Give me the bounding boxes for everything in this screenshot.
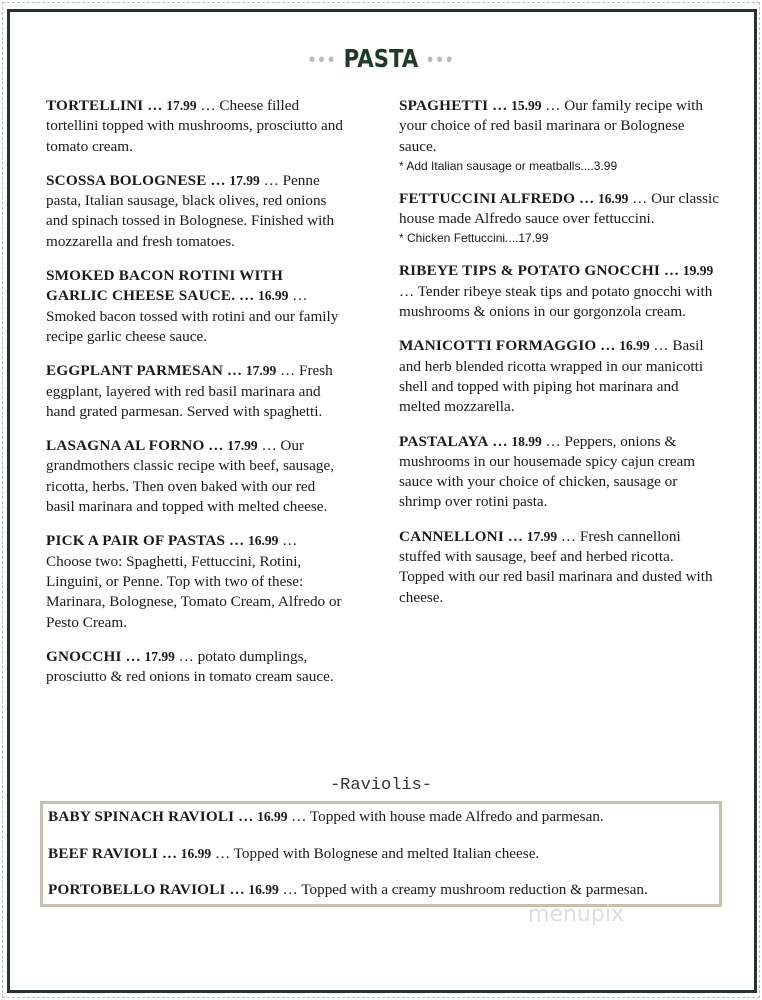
item-desc: potato dumplings, prosciutto & red onions in tomato cream sauce. bbox=[46, 647, 334, 686]
item-desc: Smoked bacon tossed with rotini and our family recipe garlic cheese sauce. bbox=[46, 307, 339, 345]
item-note: * Chicken Fettuccini....17.99 bbox=[399, 231, 549, 246]
menu-item: EGGPLANT PARMESAN … 17.99 … Fresh eggplant, layered with red basil marinara and hand grated parmesan. Served with spaghetti. bbox=[46, 362, 333, 420]
item-desc: Tender ribeye steak tips and potato gnocchi with mushrooms & onions in our gorgonzola cream. bbox=[399, 282, 713, 321]
item-price: 16.99 bbox=[619, 338, 650, 354]
item-name: PICK A PAIR OF PASTAS bbox=[46, 532, 226, 550]
menu-item: GNOCCHI … 17.99 … potato dumplings, prosciutto & red onions in tomato cream sauce. bbox=[46, 647, 334, 686]
raviolis-title: -Raviolis- bbox=[329, 776, 433, 795]
item-desc: Fresh cannelloni stuffed with sausage, beef and herbed ricotta. Topped with our red basil marinara and dusted with cheese. bbox=[399, 527, 713, 606]
item-desc: Cheese filled tortellini topped with mushrooms, prosciutto and tomato cream. bbox=[46, 97, 343, 155]
item-name: SCOSSA BOLOGNESE bbox=[46, 171, 207, 189]
item-name: BEEF RAVIOLI bbox=[48, 845, 159, 862]
menu-item: SPAGHETTI … 15.99 … Our family recipe with your choice of red basil marinara or Bolognese sauce. * Add Italian sausage or meatballs....3.99 bbox=[399, 96, 721, 175]
item-price: 17.99 bbox=[245, 363, 277, 379]
watermark: menupix bbox=[528, 902, 624, 927]
item-name: PORTOBELLO RAVIOLI bbox=[48, 881, 226, 898]
menu-item: MANICOTTI FORMAGGIO … 16.99 … Basil and herb blended ricotta wrapped in our manicotti shell and topped with piping hot marinara and melted mozzarella. bbox=[399, 337, 704, 416]
item-desc: Peppers, onions & mushrooms in our housemade spicy cajun cream sauce with your choice of chicken, sausage or shrimp over rotini pasta. bbox=[399, 432, 696, 511]
menu-item: RIBEYE TIPS & POTATO GNOCCHI … 19.99 … Tender ribeye steak tips and potato gnocchi with mushrooms & onions in our gorgonzola cream. bbox=[399, 262, 714, 321]
ravioli-item: BEEF RAVIOLI … 16.99 … Topped with Bolognese and melted Italian cheese. bbox=[48, 845, 540, 862]
item-price: 19.99 bbox=[682, 263, 714, 279]
item-name: SMOKED BACON ROTINI WITH GARLIC CHEESE SAUCE. bbox=[46, 267, 284, 305]
ravioli-item: BABY SPINACH RAVIOLI … 16.99 … Topped with house made Alfredo and parmesan. bbox=[48, 808, 604, 825]
item-name: PASTALAYA bbox=[399, 432, 489, 450]
item-name: RIBEYE TIPS & POTATO GNOCCHI bbox=[399, 262, 661, 280]
item-name: TORTELLINI bbox=[46, 97, 144, 114]
menu-item: LASAGNA AL FORNO … 17.99 … Our grandmothers classic recipe with beef, sausage, ricotta, herbs. Then oven baked with our red basil marinara and topped with melted cheese. bbox=[46, 437, 335, 516]
item-name: BABY SPINACH RAVIOLI bbox=[48, 808, 235, 825]
menu-item: SCOSSA BOLOGNESE … 17.99 … Penne pasta, Italian sausage, black olives, red onions and spinach tossed in Bolognese. Finished with mozzarella and fresh tomatoes. bbox=[46, 171, 335, 250]
item-price: 17.99 bbox=[526, 528, 558, 544]
section-title-text: PASTA bbox=[343, 44, 419, 73]
title-dots-left: ••• bbox=[307, 50, 337, 70]
item-price: 17.99 bbox=[227, 438, 258, 454]
item-note: * Add Italian sausage or meatballs....3.99 bbox=[399, 158, 618, 173]
title-dots-right: ••• bbox=[425, 50, 455, 70]
item-desc: Basil and herb blended ricotta wrapped in our manicotti shell and topped with piping hot marinara and melted mozzarella. bbox=[399, 337, 704, 416]
right-column bbox=[399, 96, 721, 622]
item-price: 16.99 bbox=[247, 533, 279, 549]
item-price: 18.99 bbox=[511, 433, 542, 449]
item-price: 17.99 bbox=[229, 172, 260, 188]
item-name: CANNELLONI bbox=[399, 527, 504, 545]
section-title bbox=[57, 44, 705, 73]
menu-item: SMOKED BACON ROTINI WITH GARLIC CHEESE SAUCE. … 16.99 … Smoked bacon tossed with rotini and our family recipe garlic cheese sauce. bbox=[46, 267, 339, 345]
item-desc: Our grandmothers classic recipe with beef, sausage, ricotta, herbs. Then oven baked with our red basil marinara and topped with melted cheese. bbox=[46, 437, 335, 516]
item-price: 16.99 bbox=[248, 882, 279, 897]
menu-item: TORTELLINI … 17.99 … Cheese filled tortellini topped with mushrooms, prosciutto and tomato cream. bbox=[46, 97, 343, 155]
ravioli-item: PORTOBELLO RAVIOLI … 16.99 … Topped with a creamy mushroom reduction & parmesan. bbox=[48, 881, 648, 898]
item-name: EGGPLANT PARMESAN bbox=[46, 362, 224, 380]
item-price: 17.99 bbox=[166, 98, 197, 113]
item-price: 16.99 bbox=[180, 846, 212, 861]
item-name: MANICOTTI FORMAGGIO bbox=[399, 337, 597, 355]
menu-item: PICK A PAIR OF PASTAS … 16.99 … Choose two: Spaghetti, Fettuccini, Rotini, Linguini, or Penne. Top with two of these: Marinara, Bolognese, Tomato Cream, Alfredo or Pesto Cream. bbox=[46, 532, 342, 631]
item-price: 16.99 bbox=[258, 288, 289, 304]
menu-item: PASTALAYA … 18.99 … Peppers, onions & mushrooms in our housemade spicy cajun cream sauce with your choice of chicken, sausage or shrimp over rotini pasta. bbox=[399, 432, 696, 511]
item-desc: Topped with Bolognese and melted Italian cheese. bbox=[233, 845, 540, 862]
item-desc: Penne pasta, Italian sausage, black olives, red onions and spinach tossed in Bolognese. Finished with mozzarella and fresh tomatoes. bbox=[46, 171, 335, 250]
item-price: 16.99 bbox=[257, 809, 288, 824]
item-desc: Our classic house made Alfredo sauce over fettuccini. bbox=[399, 189, 720, 228]
item-price: 17.99 bbox=[144, 648, 175, 664]
item-desc: Choose two: Spaghetti, Fettuccini, Rotini, Linguini, or Penne. Top with two of these: Marinara, Bolognese, Tomato Cream, Alfredo or Pesto Cream. bbox=[46, 552, 342, 631]
menu-item: CANNELLONI … 17.99 … Fresh cannelloni stuffed with sausage, beef and herbed ricotta. Topped with our red basil marinara and dusted with cheese. bbox=[399, 527, 713, 606]
item-price: 15.99 bbox=[511, 98, 542, 113]
item-desc: Our family recipe with your choice of red basil marinara or Bolognese sauce. bbox=[399, 97, 703, 155]
item-name: GNOCCHI bbox=[46, 647, 122, 665]
left-column bbox=[46, 96, 346, 701]
item-price: 16.99 bbox=[597, 190, 629, 206]
item-desc: Topped with house made Alfredo and parmesan. bbox=[309, 808, 604, 825]
item-name: LASAGNA AL FORNO bbox=[46, 437, 205, 455]
item-desc: Fresh eggplant, layered with red basil marinara and hand grated parmesan. Served with spaghetti. bbox=[46, 362, 333, 420]
item-name: SPAGHETTI bbox=[399, 97, 489, 114]
raviolis-box bbox=[40, 801, 722, 907]
item-desc: Topped with a creamy mushroom reduction & parmesan. bbox=[301, 881, 648, 898]
item-name: FETTUCCINI ALFREDO bbox=[399, 189, 576, 207]
menu-item: FETTUCCINI ALFREDO … 16.99 … Our classic house made Alfredo sauce over fettuccini. * Chicken Fettuccini....17.99 bbox=[399, 189, 720, 246]
